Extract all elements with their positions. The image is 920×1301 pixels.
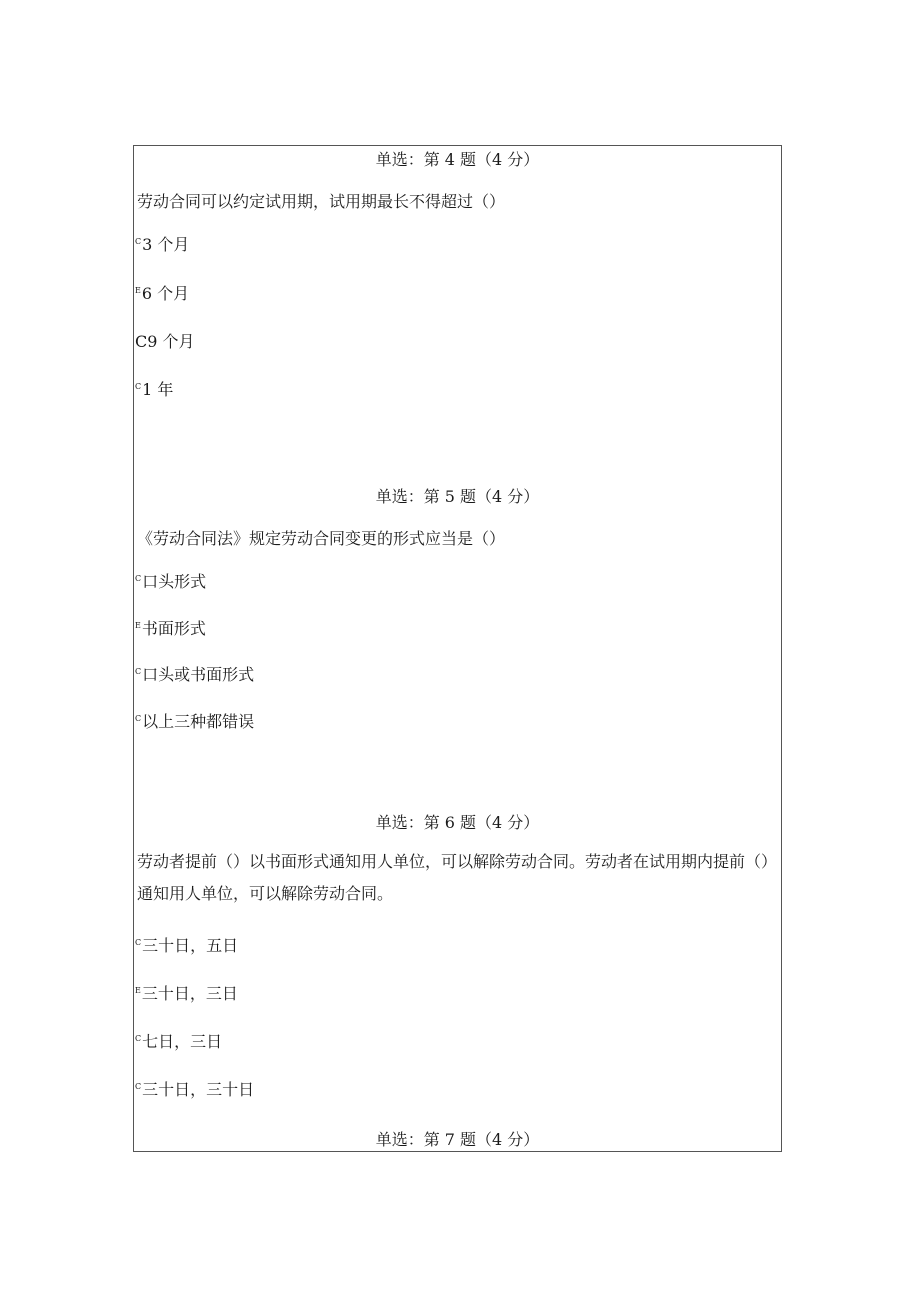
radio-marker[interactable]: C [135, 382, 142, 391]
question-5-header: 单选：第 5 题（4 分） [375, 487, 540, 506]
question-6-option-b[interactable] [135, 983, 238, 1005]
option-label: 三十日，三十日 [142, 1080, 255, 1099]
question-6-option-d[interactable] [135, 1079, 254, 1101]
question-4-option-d[interactable] [135, 379, 173, 401]
question-4-text: 劳动合同可以约定试用期，试用期最长不得超过（） [137, 192, 506, 211]
option-label: 以上三种都错误 [142, 712, 255, 731]
question-5-option-c[interactable] [135, 664, 254, 686]
radio-marker[interactable]: C [135, 332, 148, 351]
option-label: 9 个月 [147, 332, 195, 351]
option-label: 3 个月 [142, 235, 190, 254]
question-5-option-a[interactable] [135, 571, 206, 593]
question-4-header: 单选：第 4 题（4 分） [375, 150, 540, 169]
question-6-option-a[interactable] [135, 935, 238, 957]
radio-marker[interactable]: E [135, 286, 141, 295]
question-4-option-c[interactable] [135, 331, 195, 353]
option-label: 6 个月 [141, 284, 190, 303]
question-4-option-a[interactable] [135, 234, 189, 256]
option-label: 书面形式 [141, 619, 206, 638]
radio-marker[interactable]: C [135, 1034, 142, 1043]
option-label: 三十日，三日 [141, 984, 238, 1003]
radio-marker[interactable]: E [135, 986, 141, 995]
question-5-option-d[interactable] [135, 711, 254, 733]
radio-marker[interactable]: C [135, 237, 142, 246]
option-label: 1 年 [142, 380, 174, 399]
radio-marker[interactable]: C [135, 667, 142, 676]
option-label: 口头或书面形式 [142, 665, 255, 684]
radio-marker[interactable]: C [135, 938, 142, 947]
option-label: 三十日，五日 [142, 936, 239, 955]
question-5-text: 《劳动合同法》规定劳动合同变更的形式应当是（） [137, 529, 506, 548]
radio-marker[interactable]: C [135, 574, 142, 583]
option-label: 口头形式 [142, 572, 207, 591]
question-4-option-b[interactable] [135, 283, 189, 305]
question-6-option-c[interactable] [135, 1031, 222, 1053]
radio-marker[interactable]: C [135, 714, 142, 723]
question-table [133, 145, 782, 1152]
question-5-option-b[interactable] [135, 618, 206, 640]
question-7-header: 单选：第 7 题（4 分） [375, 1130, 540, 1149]
radio-marker[interactable]: C [135, 1082, 142, 1091]
question-6-text: 劳动者提前（）以书面形式通知用人单位，可以解除劳动合同。劳动者在试用期内提前（）通知用人单位，可以解除劳动合同。 [137, 852, 770, 903]
radio-marker[interactable]: E [135, 621, 141, 630]
option-label: 七日，三日 [142, 1032, 223, 1051]
question-6-header: 单选：第 6 题（4 分） [375, 813, 540, 832]
